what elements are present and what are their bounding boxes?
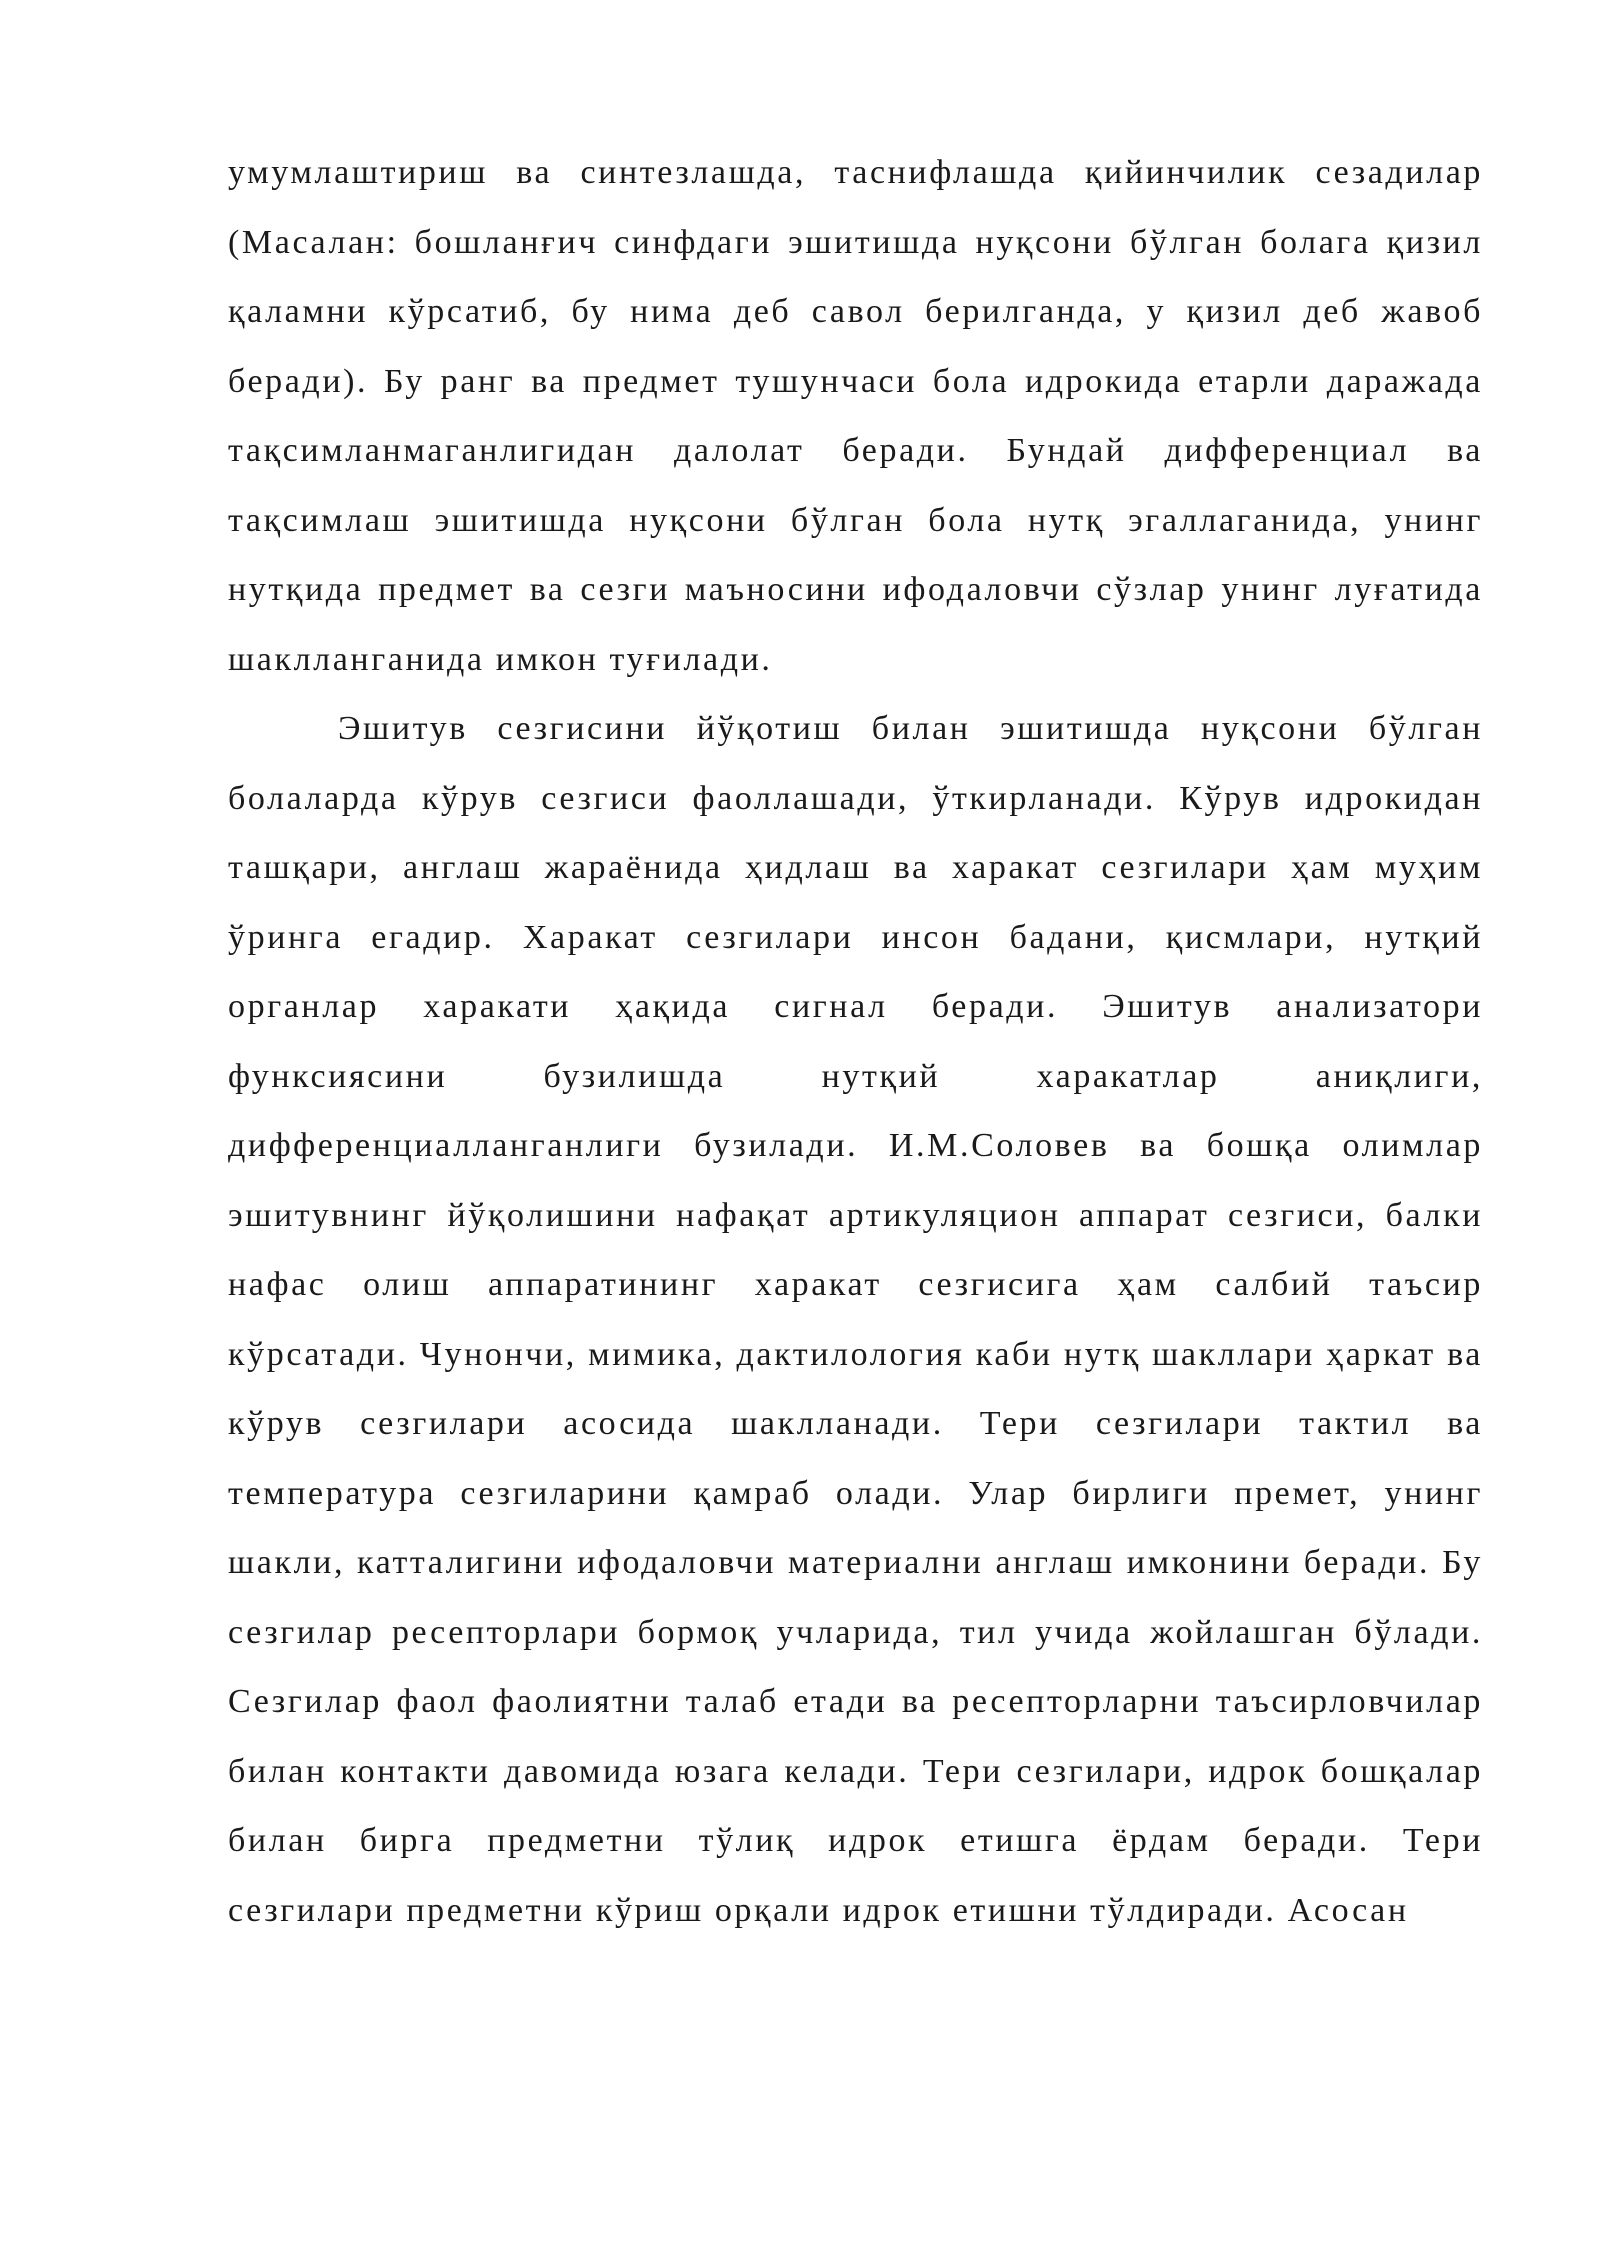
paragraph-2: Эшитув сезгисини йўқотиш билан эшитишда нуқсони бўлган болаларда кўрув сезгиси фаоллашади, ўткирланади. Кўрув идрокидан ташқари, англаш жараёнида ҳидлаш ва харакат сезгилари ҳам муҳим ўринга егадир. Харакат сезгилари инсон бадани, қисмлари, нутқий органлар харакати ҳақида сигнал беради. Эшитув анализатори функсиясини бузилишда нутқий харакатлар аниқлиги, дифференциалланганлиги бузилади. И.М.Соловев ва бошқа олимлар эшитувнинг йўқолишини нафақат артикуляцион аппарат сезгиси, балки нафас олиш аппаратининг харакат сезгисига ҳам салбий таъсир кўрсатади. Чунончи, мимика, дактилология каби нутқ шакллари ҳаркат ва кўрув сезгилари асосида шаклланади. Тери сезгилари тактил ва температура сезгиларини қамраб олади. Улар бирлиги премет, унинг шакли, катталигини ифодаловчи материални англаш имконини беради. Бу сезгилар ресепторлари бормоқ учларида, тил учида жойлашган бўлади. Сезгилар фаол фаолиятни талаб етади ва ресепторларни таъсирловчилар билан контакти давомида юзага келади. Тери сезгилари, идрок бошқалар билан бирга предметни тўлиқ идрок етишга ёрдам беради. Тери сезгилари предметни кўриш орқали идрок етишни тўлдиради. Асосан bbox=[228, 710, 1483, 1929]
paragraph-1: умумлаштириш ва синтезлашда, таснифлашда қийинчилик сезадилар (Масалан: бошланғич синфдаги эшитишда нуқсони бўлган болага қизил қаламни кўрсатиб, бу нима деб савол берилганда, у қизил деб жавоб беради). Бу ранг ва предмет тушунчаси бола идрокида етарли даражада тақсимланмаганлигидан далолат беради. Бундай дифференциал ва тақсимлаш эшитишда нуқсони бўлган бола нутқ эгаллаганида, унинг нутқида предмет ва сезги маъносини ифодаловчи сўзлар унинг луғатида шаклланганида имкон туғилади. bbox=[228, 154, 1483, 678]
document-body bbox=[228, 138, 1483, 1945]
